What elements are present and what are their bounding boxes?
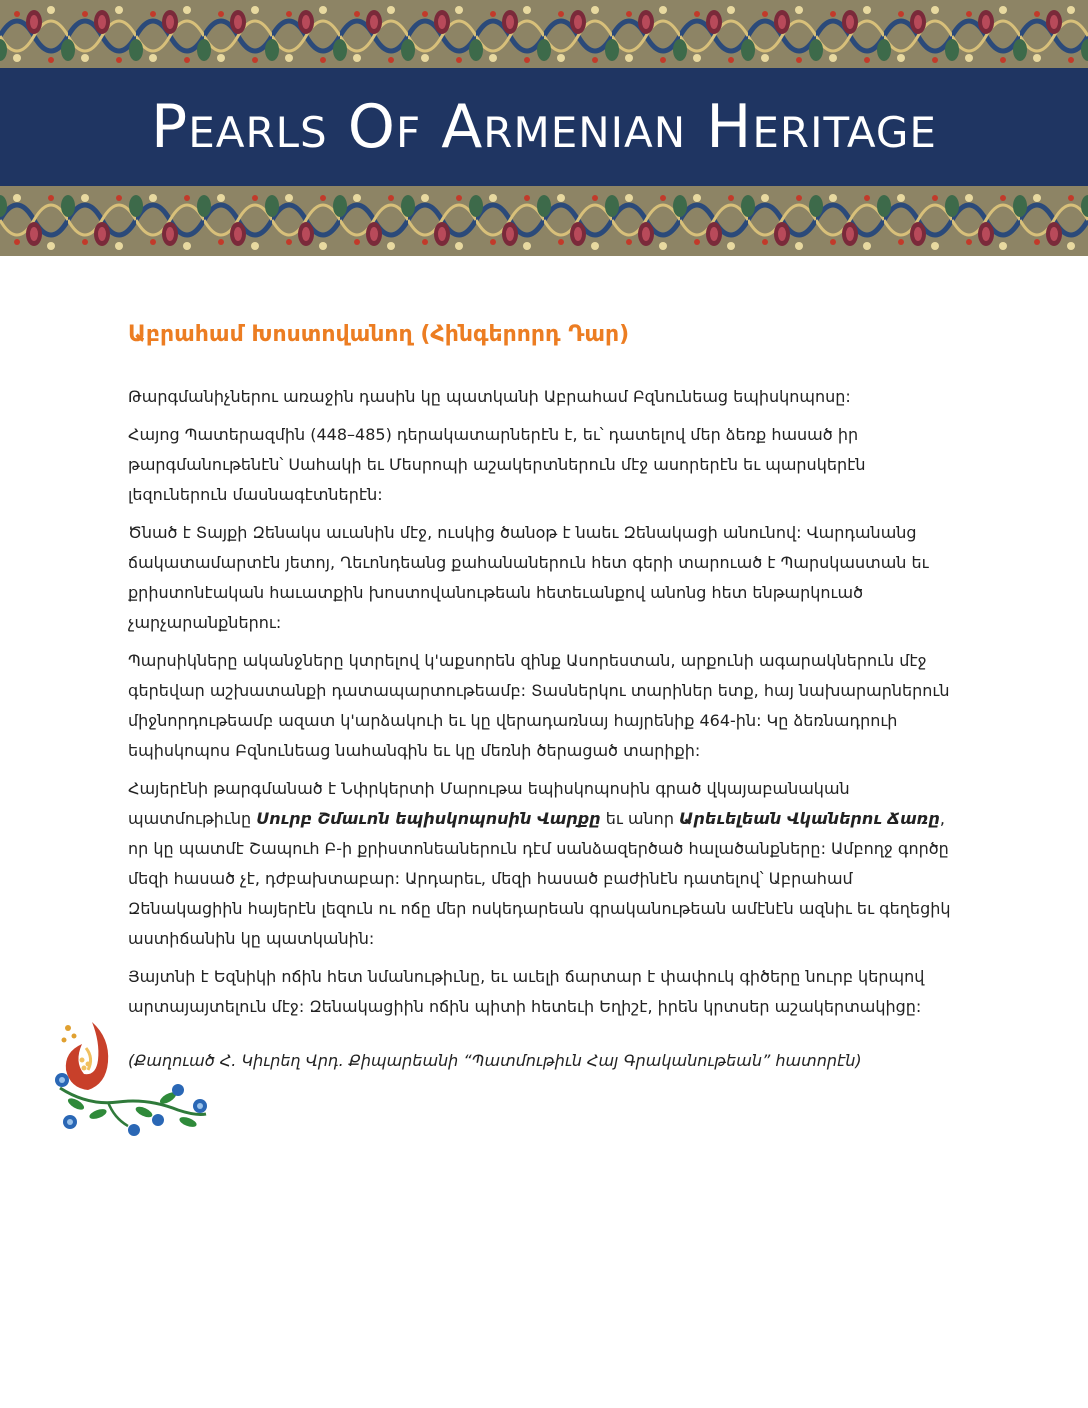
paragraph-2: Հայոց Պատերազմին (448–485) դերակատարներէն է, եւ՝ դատելով մեր ձեռք հասած իր թարգմանութենէն՝ Սահակի եւ Մեսրոպի աշակերտներուն մէջ ասորերէն եւ պարսկերէն լեզուներուն մասնագէտներէն: [128,425,866,504]
article-heading: Աբրահամ Խոստովանող (Հինգերորդ Դար) [128,322,630,347]
ornamental-border-bottom [0,186,1088,256]
work-title-eastern-martyrs: Արեւելեան Վկաներու Ճառը [679,809,940,828]
paragraph-3: Ծնած է Տայքի Զենակս աւանին մէջ, ուսկից ծանօթ է նաեւ Զենակացի անունով: Վարդանանց ճակատամարտէն յետոյ, Ղեւոնդեանց քահանաներուն հետ գերի տարուած է Պարսկաստան եւ քրիստոնէական հաւատքին խոստովանութեան հետեւանքով անոնց հետ ենթարկուած չարչարանքներու: [128,523,929,632]
title-band [0,68,1088,186]
paragraph-5-text-c: եւ անոր [600,809,680,828]
paragraph-5-text-e: , որ կը պատմէ Շապուհ Բ-ի քրիստոնեաներուն դէմ սանձազերծած հալածանքները: Ամբողջ գործը մեզի հասած չէ, դժբախտաբար: Արդարեւ, մեզի հասած բաժինէն դատելով՝ Աբրահամ Զենակացիին հայերէն լեզուն ու ոճը մեր ոսկեդարեան գրականութեան ամէնէն ազնիւ եւ գեղեցիկ աստիճանին կը պատկանին: [128,809,951,948]
ornamental-border-top [0,0,1088,72]
pomegranate-flower-icon [48,1018,210,1138]
paragraph-4: Պարսիկները ականջները կտրելով կ'աքսորեն զինք Ասորեստան, արքունի ագարակներուն մէջ գերեվար աշխատանքի դատապարտութեամբ: Տասներկու տարիներ ետք, հայ նախարարներուն միջնորդութեամբ ազատ կ'արձակուի եւ կը վերադառնայ հայրենիք 464-ին: Կը ձեռնադրուի եպիսկոպոս Բզնունեաց նահանգին եւ կը մեռնի ծերացած տարիքի: [128,651,950,760]
source-credit: (Քաղուած Հ. Կիւրեղ Վրդ. Քիպարեանի “Պատմութիւն Հայ Գրականութեան” հատորէն) [128,1051,862,1070]
paragraph-1: Թարգմանիչներու առաջին դասին կը պատկանի Աբրահամ Բզնունեաց եպիսկոպոսը: [128,387,851,406]
article [128,318,968,1030]
paragraph-6: Յայտնի է Եզնիկի ոճին հետ նմանութիւնը, եւ աւելի ճարտար է փափուկ գիծերը նուրբ կերպով արտայայտելուն մէջ: Զենակացիին ոճին պիտի հետեւի Եղիշէ, իրեն կրտսեր աշակերտակիցը: [128,967,925,1016]
paragraph-5 [128,774,968,954]
work-title-vita-shmavon: Սուրբ Շմաւոն եպիսկոպոսին Վարքը [256,809,601,828]
paragraph-5-text-a: Հայերէնի թարգմանած է Նփրկերտի Մարութա եպիսկոպոսին գրած վկայաբանական պատմութիւնը [128,779,850,828]
banner-title: Pearls Of Armenian Heritage [151,92,937,162]
header-banner [0,0,1088,256]
